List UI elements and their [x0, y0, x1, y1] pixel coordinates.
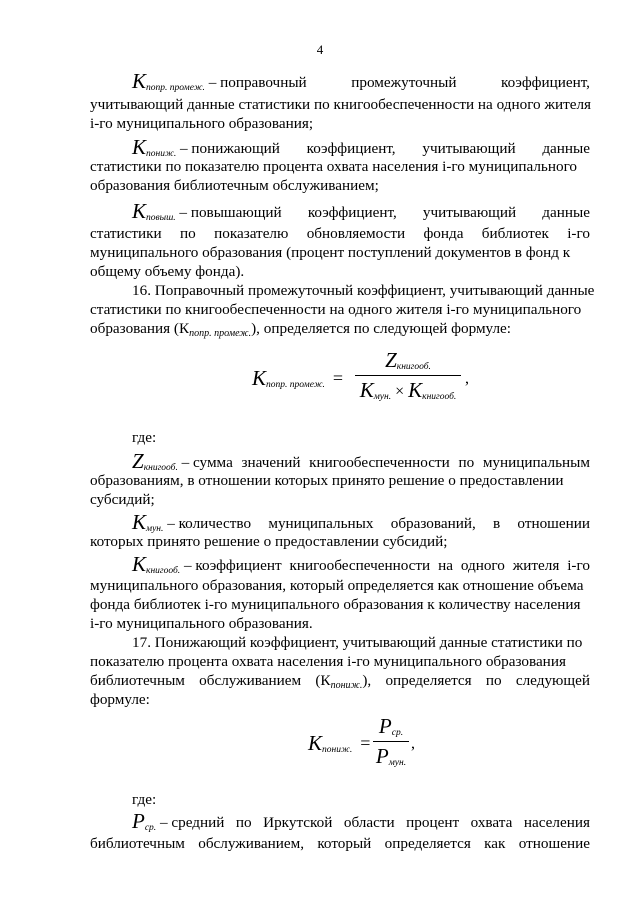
p-sr-definition-line2: библиотечным обслуживанием, который определяется как отношение	[90, 835, 590, 852]
k-popr-word-3: коэффициент,	[501, 74, 590, 91]
formula1-lhs-subscript: попр. промеж.	[266, 380, 325, 390]
formula2-numerator: $P_{ср.}$	[378, 714, 404, 738]
paragraph-17-line4: формуле:	[90, 691, 150, 708]
k-popr-word-2: промежуточный	[351, 74, 457, 91]
k-knigoob-symbol: K	[132, 552, 147, 576]
formula1-lhs-symbol: K	[252, 366, 267, 390]
k-popr-definition-line3: i-го муниципального образования;	[90, 115, 314, 132]
k-povysh-definition-line4: общему объему фонда).	[90, 263, 245, 280]
k-knigoob-definition-line4: i-го муниципального образования.	[90, 615, 313, 632]
formula2-equals: =	[360, 733, 371, 753]
formula2-lhs-subscript: пониж.	[322, 745, 353, 755]
paragraph-16-line1: 16. Поправочный промежуточный коэффициент, учитывающий данные	[132, 282, 595, 299]
where-label-2: где:	[132, 791, 157, 808]
k-mun-subscript: мун.	[146, 524, 164, 534]
k-povysh-definition-line1: $K_{повыш.}$ – повышающий коэффициент, учитывающий данные	[132, 199, 590, 223]
z-knigoob-definition-line1: $Z_{книгооб.}$ – сумма значений книгообеспеченности по муниципальным	[132, 449, 590, 473]
formula2-fraction-bar	[373, 741, 409, 742]
k-ponizh-symbol: K	[132, 135, 147, 159]
k-popr-subscript: попр. промеж.	[146, 83, 205, 93]
formula1-denominator: $K_{мун.} \times K_{книгооб.}$	[359, 378, 457, 402]
formula1-equals: =	[332, 368, 344, 388]
k-ponizh-definition-line2: статистики по показателю процента охвата населения i-го муниципального	[90, 158, 578, 175]
formula1-fraction-bar	[355, 375, 461, 376]
formula2-comma: ,	[411, 735, 415, 752]
k-povysh-subscript: повыш.	[146, 213, 176, 223]
formula1-comma: ,	[465, 370, 469, 387]
z-knigoob-definition-line2: образованиям, в отношении которых принято решение о предоставлении	[90, 472, 564, 489]
z-knigoob-definition-line3: субсидий;	[90, 491, 155, 508]
formula2-denominator: $P_{мун.}$	[375, 744, 407, 768]
paragraph-16-line3: образования (Кпопр. промеж.), определяется по следующей формуле:	[90, 320, 512, 339]
p-sr-subscript: ср.	[144, 823, 157, 833]
k-popr-symbol: K	[132, 69, 147, 93]
p-sr-symbol: P	[132, 809, 145, 833]
k-popr-dash-text: – поправочный	[208, 74, 307, 91]
k-povysh-definition-line2: статистики по показателю обновляемости фонда библиотек i-го	[90, 225, 590, 242]
k-ponizh-definition-line1: $K_{пониж.}$ – понижающий коэффициент, учитывающий данные	[132, 135, 590, 159]
formula2-lhs-symbol: K	[308, 731, 323, 755]
formula1-numerator: $Z_{книгооб.}$	[385, 348, 431, 372]
z-knigoob-symbol: Z	[132, 449, 144, 473]
page-number: 4	[316, 42, 324, 57]
k-knigoob-definition-line2: муниципального образования, который определяется как отношение объема	[90, 577, 584, 594]
paragraph-17-line3: библиотечным обслуживанием (Кпониж.), определяется по следующей	[90, 672, 590, 691]
z-knigoob-subscript: книгооб.	[143, 463, 178, 473]
paragraph-16-line2: статистики по книгообеспеченности на одного жителя i-го муниципального	[90, 301, 582, 318]
k-knigoob-definition-line3: фонда библиотек i-го муниципального образования к количеству населения	[90, 596, 581, 613]
k-povysh-symbol: K	[132, 199, 147, 223]
k-mun-definition-line1: $K_{мун.}$ – количество муниципальных образований, в отношении	[132, 510, 590, 534]
k-mun-definition-line2: которых принято решение о предоставлении субсидий;	[90, 533, 448, 550]
p-sr-definition-line1: $P_{ср.}$ – средний по Иркутской области процент охвата населения	[132, 809, 590, 833]
k-ponizh-definition-line3: образования библиотечным обслуживанием;	[90, 177, 379, 194]
k-popr-definition-line1	[132, 69, 590, 97]
k-povysh-definition-line3: муниципального образования (процент поступлений документов в фонд к	[90, 244, 571, 261]
k-knigoob-subscript: книгооб.	[146, 566, 181, 576]
k-popr-definition-line2: учитывающий данные статистики по книгообеспеченности на одного жителя	[90, 96, 592, 113]
paragraph-17-line1: 17. Понижающий коэффициент, учитывающий данные статистики по	[132, 634, 583, 651]
k-ponizh-subscript: пониж.	[146, 149, 177, 159]
paragraph-17-line2: показателю процента охвата населения i-го муниципального образования	[90, 653, 566, 670]
where-label-1: где:	[132, 429, 157, 446]
k-mun-symbol: K	[132, 510, 147, 534]
k-knigoob-definition-line1: $K_{книгооб.}$ – коэффициент книгообеспеченности на одного жителя i-го	[132, 552, 590, 576]
